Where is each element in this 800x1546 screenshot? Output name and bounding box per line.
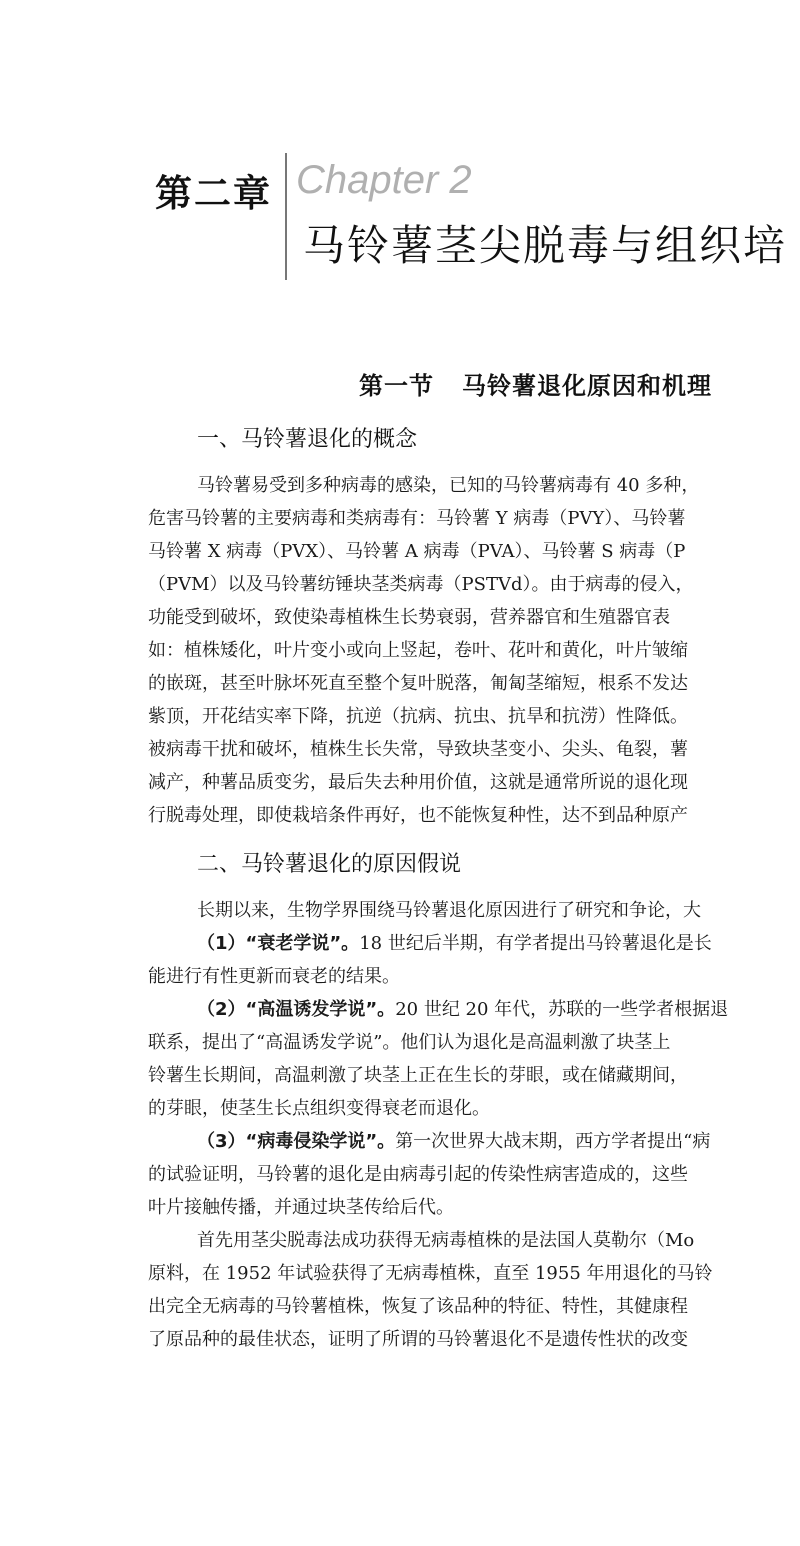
paragraph-line: 减产，种薯品质变劣，最后失去种用价值，这就是通常所说的退化现 [148, 772, 688, 793]
paragraph-line [197, 998, 728, 1022]
paragraph-line [197, 932, 712, 956]
chapter-divider [285, 153, 287, 280]
hypothesis-2-lead: （2）“高温诱发学说”。 [197, 999, 396, 1020]
hypothesis-3-lead: （3）“病毒侵染学说”。 [197, 1131, 396, 1152]
paragraph-line: 首先用茎尖脱毒法成功获得无病毒植株的是法国人莫勒尔（Mo [197, 1230, 695, 1251]
paragraph-line: 叶片接触传播，并通过块茎传给后代。 [148, 1197, 454, 1218]
hypothesis-3-text: 第一次世界大战末期，西方学者提出“病 [395, 1131, 711, 1152]
paragraph-line: 能进行有性更新而衰老的结果。 [148, 966, 400, 987]
paragraph-line: 行脱毒处理，即使栽培条件再好，也不能恢复种性，达不到品种原产 [148, 805, 688, 826]
paragraph-line: 功能受到破坏，致使染毒植株生长势衰弱，营养器官和生殖器官表 [148, 607, 670, 628]
paragraph-line: 马铃薯 X 病毒（PVX）、马铃薯 A 病毒（PVA）、马铃薯 S 病毒（P [148, 541, 686, 562]
paragraph-line: 原料，在 1952 年试验获得了无病毒植株，直至 1955 年用退化的马铃 [148, 1263, 713, 1284]
subsection-heading-2: 二、马铃薯退化的原因假说 [197, 852, 462, 877]
section-title: 马铃薯退化原因和机理 [462, 372, 712, 400]
section-heading [359, 366, 712, 401]
paragraph-line: 被病毒干扰和破坏，植株生长失常，导致块茎变小、尖头、龟裂，薯 [148, 739, 688, 760]
chapter-english-label: Chapter 2 [296, 158, 472, 202]
paragraph-line: 危害马铃薯的主要病毒和类病毒有：马铃薯 Y 病毒（PVY）、马铃薯 [148, 508, 686, 529]
subsection-heading-1: 一、马铃薯退化的概念 [197, 427, 418, 452]
hypothesis-1-lead: （1）“衰老学说”。 [197, 933, 360, 954]
paragraph-line: 铃薯生长期间，高温刺激了块茎上正在生长的芽眼，或在储藏期间， [148, 1065, 688, 1086]
hypothesis-1-text: 18 世纪后半期，有学者提出马铃薯退化是长 [359, 933, 712, 954]
paragraph-line: 联系，提出了“高温诱发学说”。他们认为退化是高温刺激了块茎上 [148, 1032, 671, 1053]
paragraph-line: 紫顶，开花结实率下降，抗逆（抗病、抗虫、抗旱和抗涝）性降低。 [148, 706, 688, 727]
hypothesis-2-text: 20 世纪 20 年代，苏联的一些学者根据退 [395, 999, 729, 1020]
paragraph-line: 的试验证明，马铃薯的退化是由病毒引起的传染性病害造成的，这些 [148, 1164, 688, 1185]
paragraph-line [197, 1130, 710, 1154]
paragraph-line: 的嵌斑，甚至叶脉坏死直至整个复叶脱落，匍匐茎缩短，根系不发达 [148, 673, 688, 694]
section-number: 第一节 [359, 372, 434, 400]
chapter-label: 第二章 [155, 172, 272, 215]
chapter-title: 马铃薯茎尖脱毒与组织培 [303, 221, 788, 270]
paragraph-line: （PVM）以及马铃薯纺锤块茎类病毒（PSTVd）。由于病毒的侵入， [148, 574, 694, 595]
paragraph-line: 出完全无病毒的马铃薯植株，恢复了该品种的特征、特性，其健康程 [148, 1296, 688, 1317]
paragraph-line: 了原品种的最佳状态，证明了所谓的马铃薯退化不是遗传性状的改变 [148, 1329, 688, 1350]
paragraph-line: 如：植株矮化，叶片变小或向上竖起，卷叶、花叶和黄化，叶片皱缩 [148, 640, 688, 661]
paragraph-line: 的芽眼，使茎生长点组织变得衰老而退化。 [148, 1098, 490, 1119]
paragraph-line: 马铃薯易受到多种病毒的感染，已知的马铃薯病毒有 40 多种， [197, 475, 700, 496]
paragraph-line: 长期以来，生物学界围绕马铃薯退化原因进行了研究和争论，大 [197, 900, 701, 921]
